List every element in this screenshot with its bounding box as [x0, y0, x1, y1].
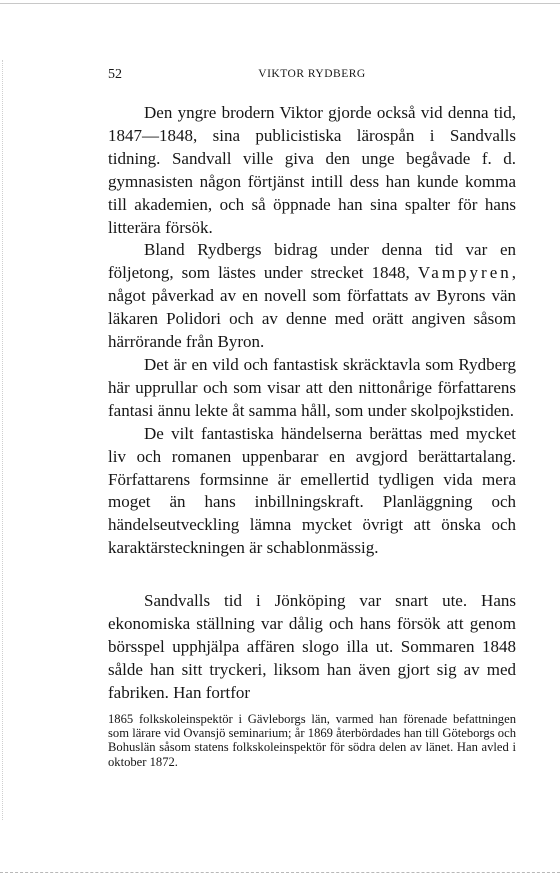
footnote: 1865 folkskoleinspektör i Gävleborgs län, varmed han förenade befattningen som lärare vid Ovansjö seminarium; år 1869 återbördades han till Göteborgs och Bohuslän såsom statens folkskoleinspektör för södra delen av länet. Han avled i oktober 1872. [108, 712, 516, 769]
paragraph-5: Sandvalls tid i Jönköping var snart ute. Hans ekonomiska ställning var dålig och hans försök att genom börsspel upphjälpa affären slogo illa ut. Sommaren 1848 sålde han sitt tryckeri, liksom han även gjort sig av med fabriken. Han fortfor [108, 591, 516, 702]
scan-left-edge [2, 60, 3, 820]
paragraph-2-text-a: Bland Rydbergs bidrag under denna tid var en följetong, som lästes under strecket 1848, [108, 240, 516, 283]
running-head: VIKTOR RYDBERG [258, 68, 366, 80]
paragraph-1: Den yngre brodern Viktor gjorde också vid denna tid, 1847—1848, sina publicistiska lärospån i Sandvalls tidning. Sandvall ville giva den unge begåvade f. d. gymnasisten någon förtjänst intill dess han kunde komma till akademien, och så öppnade han sina spalter för hans litterära försök. [108, 103, 516, 237]
page-header [108, 67, 516, 87]
paragraph-2-text-b: , något påverkad av en novell som författats av Byrons vän läkaren Polidori och av denne med orätt angiven såsom härrörande från Byron. [108, 263, 516, 352]
body-text [108, 102, 516, 705]
story-title-vampyren: Vampyren [417, 263, 512, 283]
scan-top-edge [0, 3, 560, 4]
paragraph-4: De vilt fantastiska händelserna berättas med mycket liv och romanen uppenbarar en avgjord berättartalang. Författarens formsinne är emellertid tydligen vida mera moget än hans inbillningskraft. Planläggning och händelseutveckling lämna mycket övrigt att önska och karaktärsteckningen är schablonmässig. [108, 423, 516, 558]
paragraph-2 [108, 239, 516, 354]
paragraph-3: Det är en vild och fantastisk skräcktavla som Rydberg här upprullar och som visar att den nittonårige författarens fantasi ännu lekte åt samma håll, som under skolpojkstiden. [108, 354, 516, 420]
scan-bottom-edge [0, 872, 560, 873]
page-number: 52 [108, 67, 122, 82]
